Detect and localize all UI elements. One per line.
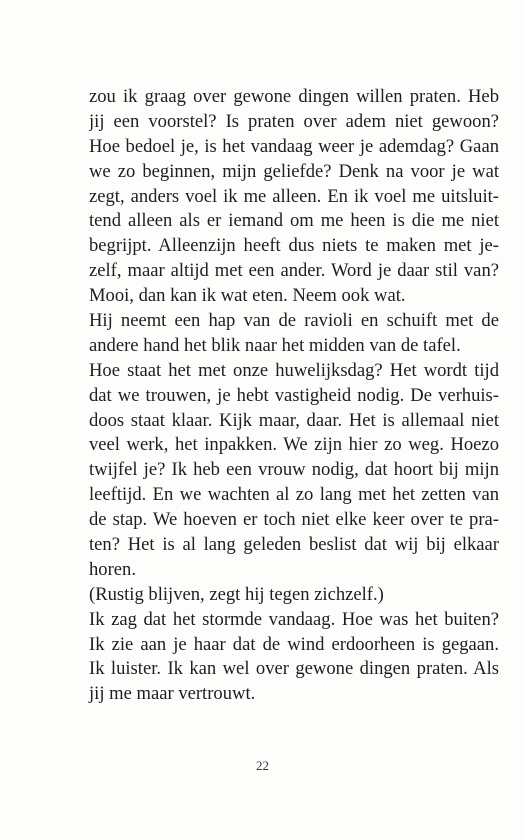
text-line: Hij neemt een hap van de ravioli en schuift met de [89, 310, 499, 332]
body-text [89, 85, 499, 707]
text-line: Mooi, dan kan ik wat eten. Neem ook wat. [89, 285, 406, 307]
text-line: veel werk, het inpakken. We zijn hier zo weg. Hoezo [89, 434, 499, 456]
text-line: zegt, anders voel ik me alleen. En ik voel me uitsluit- [89, 185, 499, 207]
text-line: begrijpt. Alleenzijn heeft dus niets te maken met je- [89, 235, 499, 257]
text-line: tend alleen als er iemand om me heen is die me niet [89, 210, 499, 232]
text-line: twijfel je? Ik heb een vrouw nodig, dat hoort bij mijn [89, 459, 499, 481]
text-line: jij een voorstel? Is praten over adem niet gewoon? [89, 110, 499, 132]
page-number: 22 [256, 758, 269, 773]
text-line: horen. [89, 558, 136, 580]
text-line: de stap. We hoeven er toch niet elke keer over te pra- [89, 509, 499, 531]
text-line: Ik luister. Ik kan wel over gewone dingen praten. Als [89, 658, 499, 680]
text-line: ten? Het is al lang geleden beslist dat wij bij elkaar [89, 534, 499, 556]
text-line: andere hand het blik naar het midden van de tafel. [89, 334, 461, 356]
text-line: we zo beginnen, mijn geliefde? Denk na voor je wat [89, 160, 499, 182]
text-line: Hoe staat het met onze huwelijksdag? Het wordt tijd [89, 359, 499, 381]
text-line: dat we trouwen, je hebt vastigheid nodig. De verhuis- [89, 384, 499, 406]
text-line: doos staat klaar. Kijk maar, daar. Het is allemaal niet [89, 409, 499, 431]
text-line: zou ik graag over gewone dingen willen praten. Heb [89, 86, 499, 107]
text-line: zelf, maar altijd met een ander. Word je daar stil van? [89, 260, 499, 282]
text-line: (Rustig blijven, zegt hij tegen zichzelf.) [89, 583, 384, 605]
text-line: Hoe bedoel je, is het vandaag weer je ademdag? Gaan [89, 135, 499, 157]
text-line: Ik zie aan je haar dat de wind erdoorheen is gegaan. [89, 633, 499, 655]
text-line: jij me maar vertrouwt. [89, 683, 256, 705]
text-line: Ik zag dat het stormde vandaag. Hoe was het buiten? [89, 608, 499, 630]
text-line: leeftijd. En we wachten al zo lang met het zetten van [89, 484, 499, 506]
